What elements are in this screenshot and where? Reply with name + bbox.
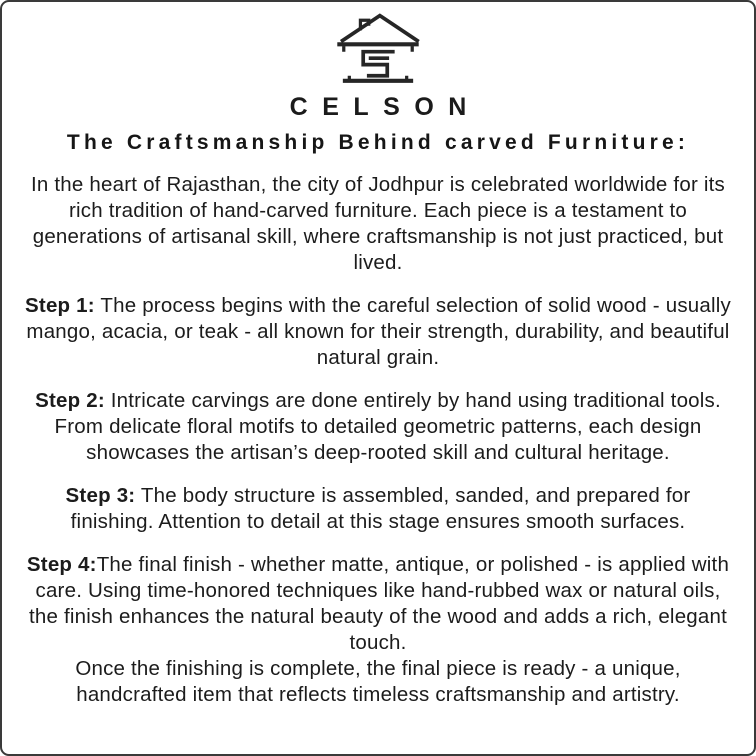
paragraph-text: The process begins with the careful selection of solid wood - usually mango, acacia, or teak - all known for their strength, durability, and beautiful natural grain. — [26, 294, 731, 369]
step-1-label: Step 1: — [25, 294, 95, 317]
paragraph-text: The body structure is assembled, sanded, and prepared for finishing. Attention to detail at this stage ensures smooth surfaces. — [70, 484, 691, 533]
paragraph-text: In the heart of Rajasthan, the city of Jodhpur is celebrated worldwide for its rich tradition of hand-carved furniture. Each piece is a testament to generations of artisanal skill, where craftsmanship is not just practiced, but lived. — [31, 173, 725, 274]
house-s-monogram-icon — [327, 11, 429, 85]
step-2-label: Step 2: — [35, 389, 105, 412]
intro-paragraph — [22, 172, 734, 276]
paragraph-text: The final finish - whether matte, antique, or polished - is applied with care. Using time-honored techniques like hand-rubbed wax or natural oils, the finish enhances the natural beauty of the wood and adds a rich, elegant touch. — [28, 553, 730, 654]
step-3-paragraph — [22, 483, 734, 535]
step-4-label: Step 4: — [26, 553, 97, 576]
paragraph-text: Once the finishing is complete, the final piece is ready - a unique, handcrafted item that reflects timeless craftsmanship and artistry. — [75, 657, 681, 706]
step-2-paragraph — [22, 388, 734, 466]
page-title: The Craftsmanship Behind carved Furniture: — [66, 131, 690, 154]
brand-name: CELSON — [289, 93, 481, 121]
article-body — [22, 172, 734, 708]
step-4-paragraph — [22, 552, 734, 656]
step-1-paragraph — [22, 293, 734, 371]
brand-logo — [2, 11, 754, 87]
step-3-label: Step 3: — [65, 484, 136, 507]
paragraph-text: Intricate carvings are done entirely by hand using traditional tools. From delicate floral motifs to detailed geometric patterns, each design showcases the artisan’s deep-rooted skill and cultural heritage. — [54, 389, 721, 464]
closing-paragraph — [22, 656, 734, 708]
